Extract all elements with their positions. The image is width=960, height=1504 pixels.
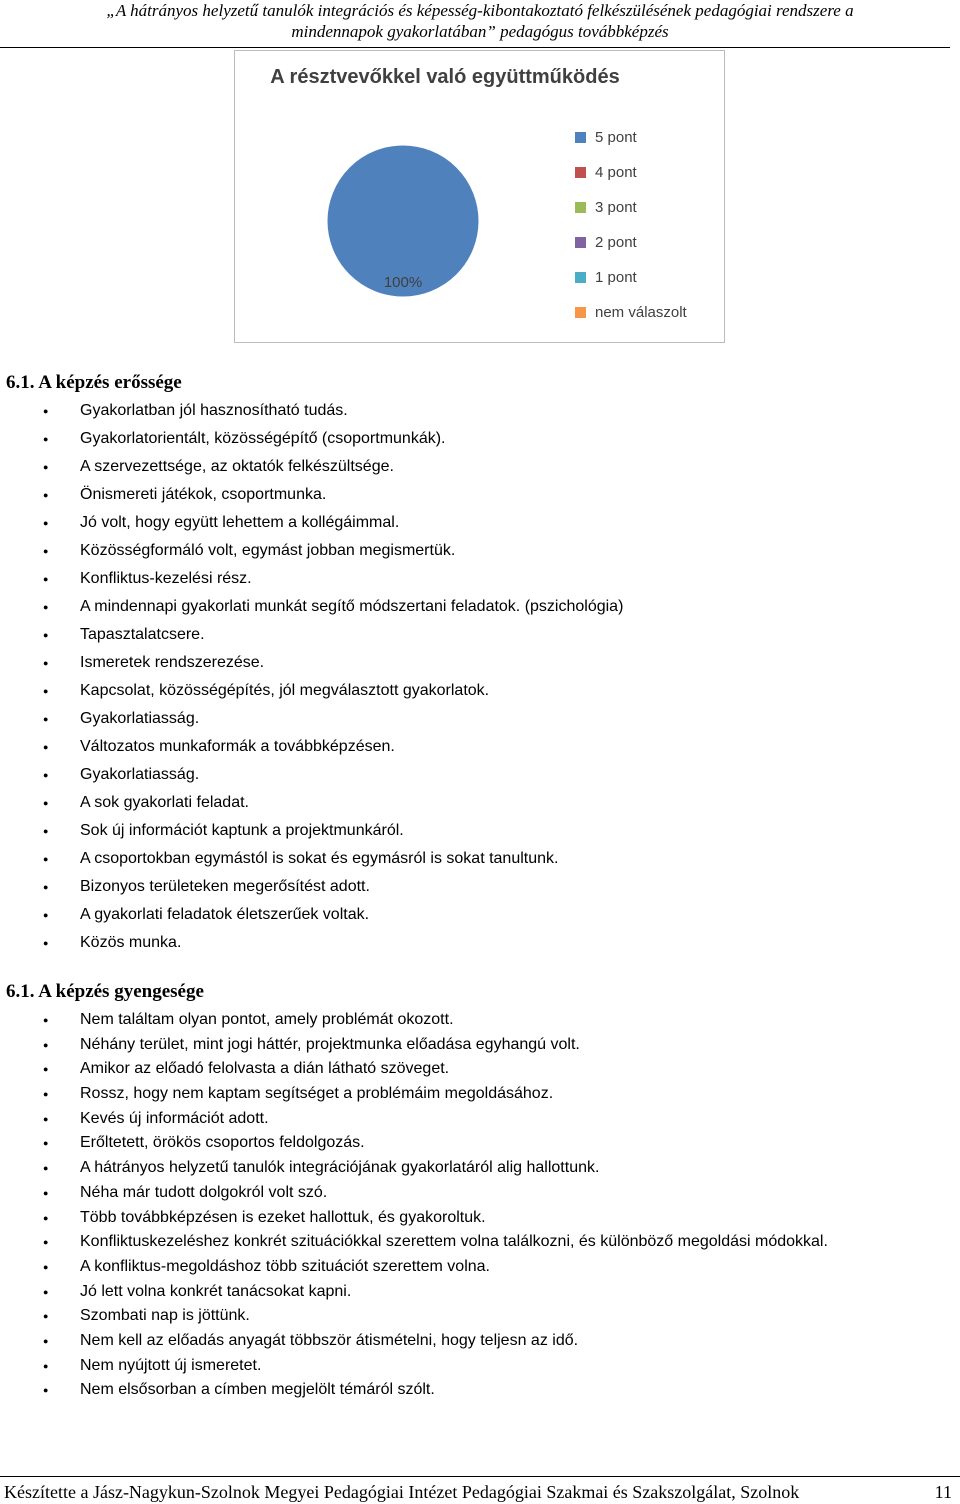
legend-label: 1 pont bbox=[595, 269, 637, 286]
strength-item: ● Ismeretek rendszerezése. bbox=[0, 652, 910, 680]
weakness-item: ● Néhány terület, mint jogi háttér, projektmunka előadása egyhangú volt. bbox=[0, 1035, 910, 1060]
weakness-item: ● Néha már tudott dolgokról volt szó. bbox=[0, 1183, 910, 1208]
pie-chart bbox=[234, 50, 725, 343]
strength-item: ● Gyakorlatiasság. bbox=[0, 708, 910, 736]
strength-item: ● Gyakorlatban jól hasznosítható tudás. bbox=[0, 400, 910, 428]
weakness-item: ● Szombati nap is jöttünk. bbox=[0, 1306, 910, 1331]
legend-swatch bbox=[575, 237, 586, 248]
legend-swatch bbox=[575, 132, 586, 143]
legend-label: 3 pont bbox=[595, 199, 637, 216]
legend-item bbox=[575, 155, 687, 190]
legend-swatch bbox=[575, 272, 586, 283]
legend-swatch bbox=[575, 167, 586, 178]
strengths-heading: 6.1. A képzés erőssége bbox=[6, 372, 182, 393]
weakness-item: ● Nem kell az előadás anyagát többször átismételni, hogy teljesn az idő. bbox=[0, 1331, 910, 1356]
strength-item: ● A gyakorlati feladatok életszerűek voltak. bbox=[0, 904, 910, 932]
strength-item: ● A sok gyakorlati feladat. bbox=[0, 792, 910, 820]
strengths-list bbox=[0, 400, 910, 960]
strength-item: ● Tapasztalatcsere. bbox=[0, 624, 910, 652]
legend-item bbox=[575, 120, 687, 155]
strength-item: ● Kapcsolat, közösségépítés, jól megválasztott gyakorlatok. bbox=[0, 680, 910, 708]
weakness-item: ● Kevés új információt adott. bbox=[0, 1109, 910, 1134]
footer-credit: Készítette a Jász-Nagykun-Szolnok Megyei Pedagógiai Intézet Pedagógiai Szakmai és Szakszolgálat, Szolnok bbox=[4, 1482, 800, 1502]
legend-label: 4 pont bbox=[595, 164, 637, 181]
legend-item bbox=[575, 190, 687, 225]
strength-item: ● Sok új információt kaptunk a projektmunkáról. bbox=[0, 820, 910, 848]
header-line-1: „A hátrányos helyzetű tanulók integrációs és képesség-kibontakoztató felkészülésének pedagógiai rendszere a bbox=[106, 1, 854, 20]
strength-item: ● Gyakorlatiasság. bbox=[0, 764, 910, 792]
footer-divider bbox=[0, 1476, 960, 1477]
legend-item bbox=[575, 225, 687, 260]
weakness-item: ● Jó lett volna konkrét tanácsokat kapni. bbox=[0, 1282, 910, 1307]
strength-item: ● Gyakorlatorientált, közösségépítő (csoportmunkák). bbox=[0, 428, 910, 456]
pie-data-label: 100% bbox=[383, 274, 423, 291]
weakness-item: ● A konfliktus-megoldáshoz több szituációt szerettem volna. bbox=[0, 1257, 910, 1282]
weaknesses-list bbox=[0, 1010, 910, 1405]
header-divider bbox=[0, 47, 950, 48]
weakness-item: ● Konfliktuskezeléshez konkrét szituációkkal szerettem volna találkozni, és különböző megoldási módokkal. bbox=[0, 1232, 910, 1257]
weakness-item: ● Nem találtam olyan pontot, amely problémát okozott. bbox=[0, 1010, 910, 1035]
strength-item: ● Változatos munkaformák a továbbképzésen. bbox=[0, 736, 910, 764]
running-header bbox=[0, 0, 960, 42]
strength-item: ● Jó volt, hogy együtt lehettem a kollégáimmal. bbox=[0, 512, 910, 540]
weakness-item: ● Nem nyújtott új ismeretet. bbox=[0, 1356, 910, 1381]
weakness-item: ● A hátrányos helyzetű tanulók integrációjának gyakorlatáról alig hallottunk. bbox=[0, 1158, 910, 1183]
page-number: 11 bbox=[934, 1482, 952, 1502]
strength-item: ● A szervezettsége, az oktatók felkészültsége. bbox=[0, 456, 910, 484]
strength-item: ● A csoportokban egymástól is sokat és egymásról is sokat tanultunk. bbox=[0, 848, 910, 876]
legend-swatch bbox=[575, 307, 586, 318]
strength-item: ● A mindennapi gyakorlati munkát segítő módszertani feladatok. (pszichológia) bbox=[0, 596, 910, 624]
header-line-2: mindennapok gyakorlatában” pedagógus továbbképzés bbox=[291, 22, 669, 41]
strength-item: ● Közösségformáló volt, egymást jobban megismertük. bbox=[0, 540, 910, 568]
weakness-item: ● Rossz, hogy nem kaptam segítséget a problémáim megoldásához. bbox=[0, 1084, 910, 1109]
legend-item bbox=[575, 260, 687, 295]
legend-label: 2 pont bbox=[595, 234, 637, 251]
weaknesses-heading: 6.1. A képzés gyengesége bbox=[6, 981, 204, 1002]
strength-item: ● Konfliktus-kezelési rész. bbox=[0, 568, 910, 596]
weakness-item: ● Több továbbképzésen is ezeket hallottuk, és gyakoroltuk. bbox=[0, 1208, 910, 1233]
legend-label: nem válaszolt bbox=[595, 304, 687, 321]
legend-item bbox=[575, 295, 687, 330]
legend-swatch bbox=[575, 202, 586, 213]
chart-title: A résztvevőkkel való együttműködés bbox=[270, 66, 620, 88]
strength-item: ● Közös munka. bbox=[0, 932, 910, 960]
strength-item: ● Önismereti játékok, csoportmunka. bbox=[0, 484, 910, 512]
weakness-item: ● Amikor az előadó felolvasta a dián látható szöveget. bbox=[0, 1059, 910, 1084]
strength-item: ● Bizonyos területeken megerősítést adott. bbox=[0, 876, 910, 904]
chart-legend bbox=[575, 120, 687, 330]
weakness-item: ● Erőltetett, örökös csoportos feldolgozás. bbox=[0, 1133, 910, 1158]
weakness-item: ● Nem elsősorban a címben megjelölt témáról szólt. bbox=[0, 1380, 910, 1405]
legend-label: 5 pont bbox=[595, 129, 637, 146]
